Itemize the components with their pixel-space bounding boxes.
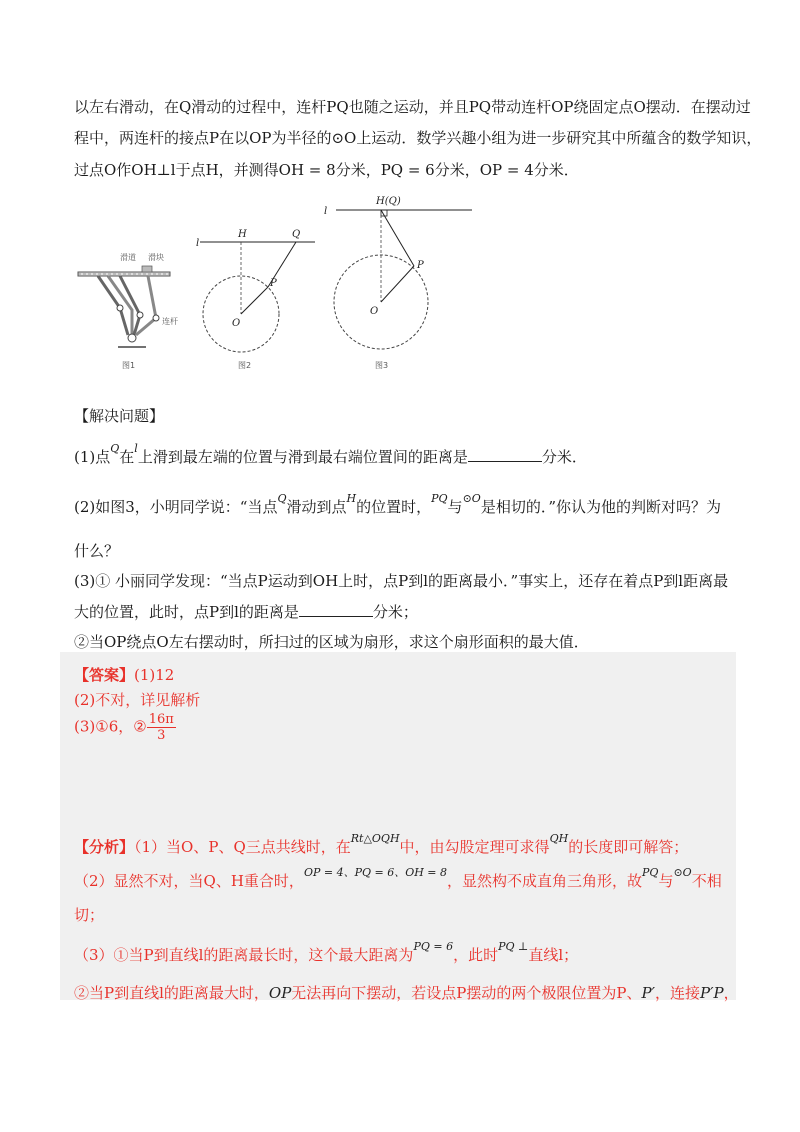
question-3-line-1: (3)① 小丽同学发现：“当点P运动到OH上时，点P到l的距离最小．”事实上，还存在着点P到l距离最 (74, 572, 729, 590)
fig3-HQ-label: H(Q) (376, 196, 401, 207)
question-3-line-3: ②当OP绕点O左右摆动时，所扫过的区域为扇形，求这个扇形面积的最大值． (74, 633, 589, 651)
fig3-O-label: O (370, 306, 379, 317)
analysis-line-4: ②当P到直线l的距离最大时，OP无法再向下摆动，若设点P摆动的两个极限位置为P、P′，连接P′P， (74, 984, 739, 1002)
fig1-slide-label: 滑道 (120, 253, 136, 262)
analysis-line-3: （3）①当P到直线l的距离最长时，这个最大距离为$^{PQ = 6}$，此时$^{PQ \perp}$直线l； (74, 940, 579, 964)
question-2: (2)如图3，小明同学说：“当点$^Q$滑动到点$^H$的位置时，$^{PQ}$与$^{⊙O}$是相切的．”你认为他的判断对吗？为 (74, 492, 721, 516)
answer-line-1: 【答案】(1)12 (74, 666, 175, 684)
fig2-H-label: H (238, 229, 247, 240)
fig1-caption: 图1 (122, 361, 136, 370)
analysis-line-2: （2）显然不对，当Q、H重合时，$^{OP = 4、PQ = 6、OH = 8}$，显然构不成直角三角形，故$^{PQ}$与$^{⊙O}$不相 (74, 866, 722, 890)
fig3-l-label: l (324, 206, 328, 217)
answer-blank-1 (468, 447, 542, 462)
fig2-caption: 图2 (238, 361, 252, 370)
answer-fraction: $\frac{16\pi}{3}$ (148, 712, 174, 743)
section-title: 【解决问题】 (74, 407, 165, 425)
fig2-P-label: P (270, 278, 277, 289)
fig2-l-label: l (196, 238, 200, 249)
answer-line-3: (3)①6，② $\frac{16\pi}{3}$ (74, 712, 174, 743)
fig3-P-label: P (417, 260, 424, 271)
fig2-O-label: O (232, 318, 241, 329)
fig2-Q-label: Q (292, 229, 301, 240)
figure-1 (78, 252, 178, 370)
fig1-block-label: 滑块 (148, 253, 164, 262)
figures-area (70, 190, 490, 375)
answer-blank-2 (299, 602, 373, 617)
problem-line-3: 过点O作OH⊥l于点H，并测得OH = 8分米，PQ = 6分米，OP = 4分米． (74, 161, 579, 179)
fig1-rod-label: 连杆 (162, 317, 178, 326)
question-2-cont: 什么？ (74, 542, 120, 560)
answer-line-2: (2)不对，详见解析 (74, 691, 201, 709)
figure-3 (324, 196, 472, 370)
question-3-line-2: 大的位置，此时，点P到l的距离是 分米； (74, 603, 418, 621)
problem-line-2: 程中，两连杆的接点P在以OP为半径的⊙O上运动．数学兴趣小组为进一步研究其中所蕴含的数学知识， (74, 129, 762, 147)
analysis-line-1: 【分析】（1）当O、P、Q三点共线时，在$^{Rt\triangle OQH}$中，由勾股定理可求得$^{QH}$的长度即可解答； (74, 832, 689, 856)
analysis-line-2-cont: 切； (74, 906, 105, 924)
figure-2 (196, 229, 315, 370)
question-1: (1)点$^Q$在$^l$上滑到最左端的位置与滑到最右端位置间的距离是 分米． (74, 442, 587, 466)
fig3-caption: 图3 (375, 361, 389, 370)
problem-line-1: 以左右滑动，在Q滑动的过程中，连杆PQ也随之运动，并且PQ带动连杆OP绕固定点O摆动．在摆动过 (74, 98, 751, 116)
